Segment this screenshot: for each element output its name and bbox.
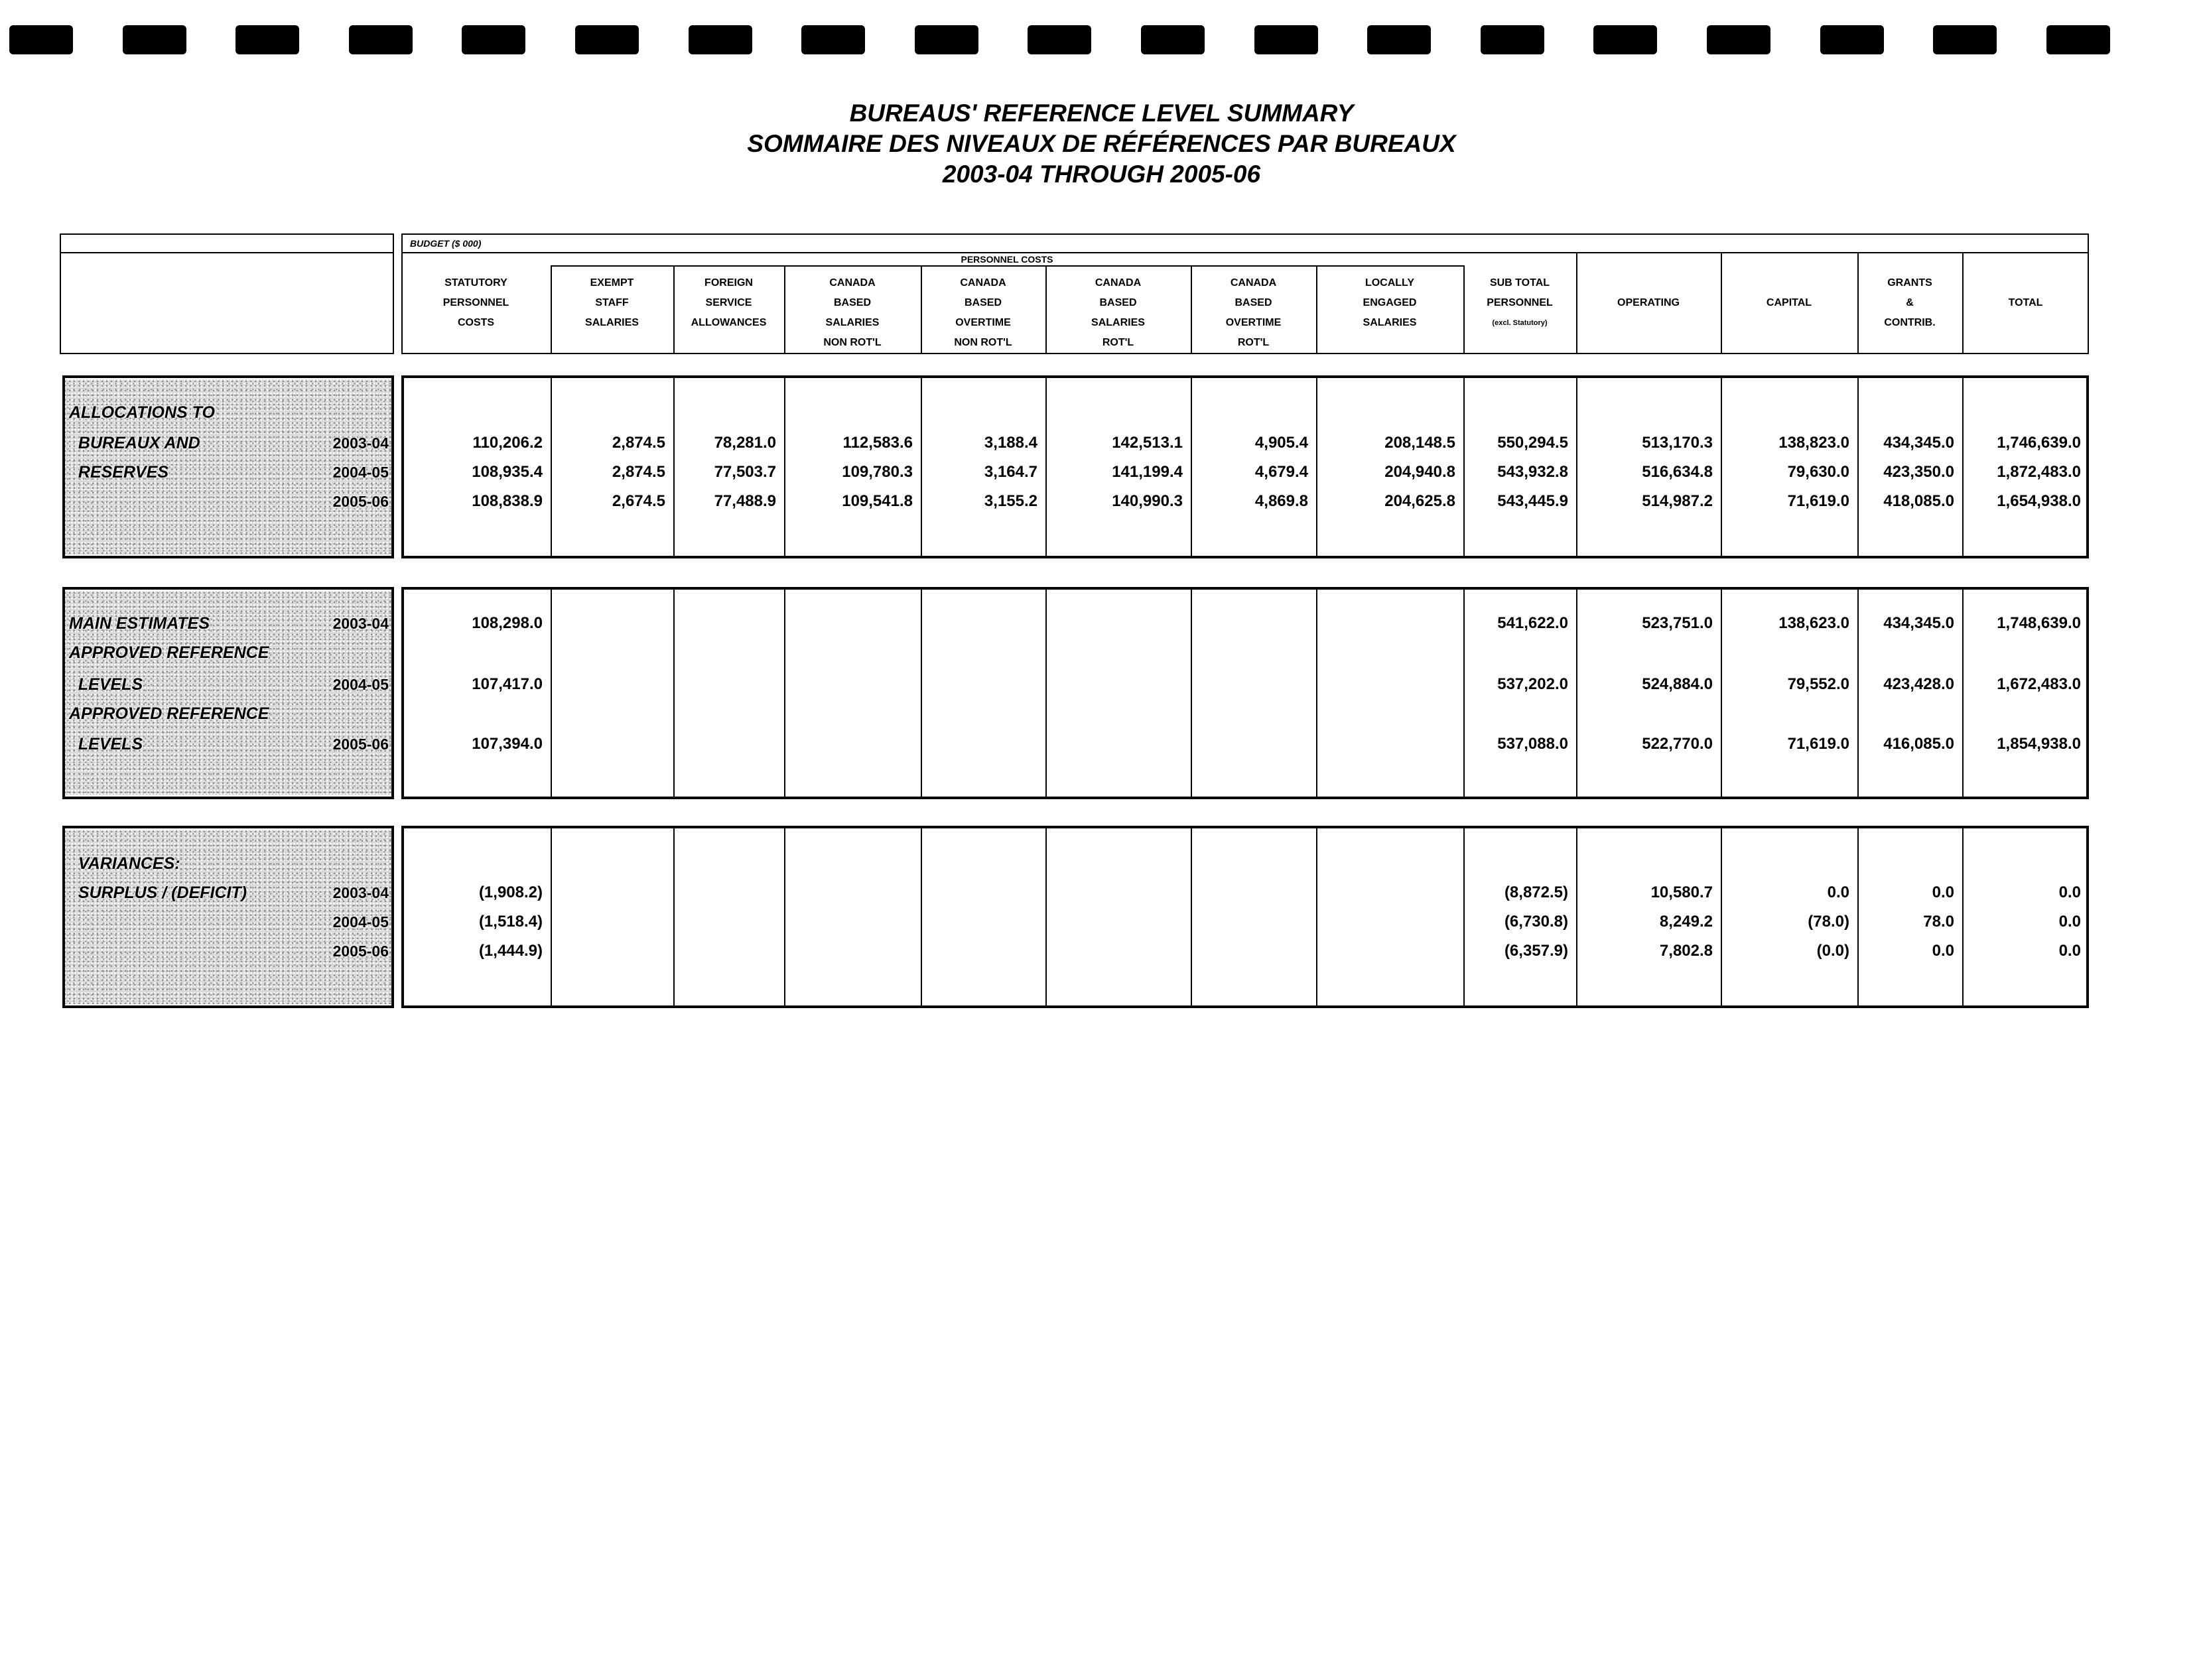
title-line-2: SOMMAIRE DES NIVEAUX DE RÉFÉRENCES PAR BUREAUX	[747, 130, 1456, 157]
cell-value: 109,780.3	[842, 463, 913, 481]
sprocket-hole	[235, 25, 299, 54]
column-header-line	[1721, 333, 1857, 353]
cell-value: 434,345.0	[1883, 614, 1954, 632]
column-header	[921, 273, 1045, 353]
column-header-line: ENGAGED	[1363, 297, 1417, 308]
column-header	[673, 273, 784, 353]
sprocket-strip	[0, 25, 2203, 58]
column-divider	[1045, 826, 1047, 1008]
column-header-line	[551, 333, 673, 353]
column-header-line	[1857, 333, 1962, 353]
cell-value: 3,188.4	[984, 434, 1037, 452]
cell-value: 514,987.2	[1642, 492, 1713, 510]
column-divider	[1191, 587, 1192, 799]
column-header-line: COSTS	[457, 317, 495, 328]
column-header-line: SALARIES	[1363, 317, 1417, 328]
cell-value: 108,935.4	[472, 463, 543, 481]
column-header-line: ROT'L	[1237, 337, 1270, 348]
column-header-line: CANADA	[1230, 277, 1277, 289]
section-label: LEVELS	[69, 735, 143, 753]
fiscal-year-label: 2003-04	[332, 884, 389, 901]
fiscal-year-label: 2004-05	[332, 676, 389, 693]
fiscal-year-label: 2005-06	[332, 736, 389, 753]
fiscal-year-label: 2005-06	[332, 942, 389, 960]
column-divider	[1316, 826, 1317, 1008]
fiscal-year-label: 2003-04	[332, 434, 389, 452]
column-divider	[921, 587, 922, 799]
cell-value: 543,932.8	[1497, 463, 1568, 481]
column-header-line	[401, 333, 551, 353]
personnel-costs-label: PERSONNEL COSTS	[961, 254, 1053, 265]
cell-value: 541,622.0	[1497, 614, 1568, 632]
cell-value: 423,350.0	[1883, 463, 1954, 481]
cell-value: 416,085.0	[1883, 735, 1954, 753]
column-header-line: ALLOWANCES	[691, 317, 767, 328]
sprocket-hole	[2046, 25, 2110, 54]
cell-value: 138,623.0	[1778, 614, 1849, 632]
section-label: APPROVED REFERENCE	[69, 704, 269, 723]
cell-value: 138,823.0	[1778, 434, 1849, 452]
cell-value: 1,872,483.0	[1997, 463, 2081, 481]
cell-value: 108,298.0	[472, 614, 543, 632]
column-header-line	[1962, 333, 2089, 353]
cell-value: 3,164.7	[984, 463, 1037, 481]
column-header-line	[1721, 273, 1857, 293]
column-header-line: CANADA	[960, 277, 1006, 289]
section-label: APPROVED REFERENCE	[69, 643, 269, 662]
column-divider	[673, 587, 675, 799]
cell-value: 8,249.2	[1659, 913, 1713, 931]
column-header-line: OPERATING	[1617, 297, 1680, 308]
sprocket-hole	[1367, 25, 1431, 54]
cell-value: (1,444.9)	[478, 942, 543, 960]
column-header-line: (excl. Statutory)	[1492, 319, 1548, 327]
sprocket-hole	[349, 25, 413, 54]
column-divider	[1316, 587, 1317, 799]
cell-value: 204,625.8	[1384, 492, 1455, 510]
page-title	[0, 98, 2203, 190]
column-header-line: SALARIES	[585, 317, 639, 328]
cell-value: 107,394.0	[472, 735, 543, 753]
column-header	[1576, 273, 1721, 353]
column-header-line: ROT'L	[1102, 337, 1134, 348]
cell-value: 0.0	[1932, 942, 1954, 960]
cell-value: 79,630.0	[1787, 463, 1849, 481]
cell-value: 71,619.0	[1787, 492, 1849, 510]
cell-value: 524,884.0	[1642, 675, 1713, 693]
column-header-line: FOREIGN	[704, 277, 753, 289]
sprocket-hole	[1820, 25, 1884, 54]
column-header-line: SERVICE	[705, 297, 752, 308]
section-label: SURPLUS / (DEFICIT)	[69, 883, 247, 902]
sprocket-hole	[1707, 25, 1770, 54]
column-header-line: TOTAL	[2008, 297, 2043, 308]
cell-value: 537,088.0	[1497, 735, 1568, 753]
column-divider	[1191, 826, 1192, 1008]
column-divider	[673, 826, 675, 1008]
column-header-line: NON ROT'L	[823, 337, 882, 348]
title-line-3: 2003-04 THROUGH 2005-06	[942, 161, 1261, 188]
sprocket-hole	[1481, 25, 1544, 54]
column-header-line: BASED	[833, 297, 871, 308]
sprocket-hole	[123, 25, 186, 54]
cell-value: 110,206.2	[472, 434, 543, 452]
cell-value: 0.0	[1932, 883, 1954, 901]
cell-value: 107,417.0	[472, 675, 543, 693]
column-header-line	[1576, 313, 1721, 333]
cell-value: (0.0)	[1816, 942, 1849, 960]
cell-value: 2,874.5	[612, 463, 665, 481]
cell-value: 78.0	[1923, 913, 1954, 931]
cell-value: (1,908.2)	[478, 883, 543, 901]
column-header-line: PERSONNEL	[442, 297, 509, 308]
sprocket-hole	[689, 25, 752, 54]
cell-value: 10,580.7	[1650, 883, 1713, 901]
cell-value: 1,746,639.0	[1997, 434, 2081, 452]
cell-value: 4,869.8	[1254, 492, 1308, 510]
column-header-line	[1962, 313, 2089, 333]
column-header-line: NON ROT'L	[954, 337, 1012, 348]
column-header-line	[1463, 333, 1576, 353]
cell-value: 71,619.0	[1787, 735, 1849, 753]
section-label: LEVELS	[69, 675, 143, 694]
cell-value: 112,583.6	[842, 434, 913, 452]
cell-value: 550,294.5	[1497, 434, 1568, 452]
column-header	[401, 273, 551, 353]
cell-value: 513,170.3	[1642, 434, 1713, 452]
cell-value: 3,155.2	[984, 492, 1037, 510]
cell-value: 0.0	[2058, 942, 2081, 960]
column-header	[784, 273, 921, 353]
cell-value: 208,148.5	[1384, 434, 1455, 452]
column-header-line	[673, 333, 784, 353]
column-header	[551, 273, 673, 353]
column-divider	[551, 826, 552, 1008]
cell-value: (1,518.4)	[478, 913, 543, 931]
column-header	[1191, 273, 1316, 353]
cell-value: (78.0)	[1808, 913, 1849, 931]
cell-value: 2,674.5	[612, 492, 665, 510]
column-header-line	[1576, 333, 1721, 353]
sprocket-hole	[1933, 25, 1997, 54]
cell-value: 140,990.3	[1112, 492, 1183, 510]
fiscal-year-label: 2005-06	[332, 493, 389, 510]
cell-value: 522,770.0	[1642, 735, 1713, 753]
column-header-line: GRANTS	[1887, 277, 1932, 289]
column-header-line: STAFF	[595, 297, 629, 308]
cell-value: 2,874.5	[612, 434, 665, 452]
title-line-1: BUREAUS' REFERENCE LEVEL SUMMARY	[849, 99, 1354, 127]
sprocket-hole	[1254, 25, 1318, 54]
cell-value: 543,445.9	[1497, 492, 1568, 510]
budget-label: BUDGET ($ 000)	[410, 238, 482, 249]
cell-value: 1,654,938.0	[1997, 492, 2081, 510]
column-divider	[921, 826, 922, 1008]
column-header-line: BASED	[1099, 297, 1137, 308]
column-divider	[784, 826, 785, 1008]
cell-value: 418,085.0	[1883, 492, 1954, 510]
sprocket-hole	[1593, 25, 1657, 54]
cell-value: 77,488.9	[714, 492, 776, 510]
cell-value: 1,672,483.0	[1997, 675, 2081, 693]
cell-value: 204,940.8	[1384, 463, 1455, 481]
column-header-line: CONTRIB.	[1884, 317, 1936, 328]
column-divider	[551, 587, 552, 799]
column-header	[1316, 273, 1463, 353]
cell-value: 79,552.0	[1787, 675, 1849, 693]
column-header-line	[1962, 273, 2089, 293]
cell-value: 434,345.0	[1883, 434, 1954, 452]
column-header	[1463, 273, 1576, 353]
cell-value: 423,428.0	[1883, 675, 1954, 693]
column-header-line: &	[1906, 297, 1914, 308]
cell-value: 0.0	[1827, 883, 1849, 901]
column-header-line: SALARIES	[1091, 317, 1145, 328]
cell-value: 523,751.0	[1642, 614, 1713, 632]
column-header-line: LOCALLY	[1365, 277, 1415, 289]
cell-value: 141,199.4	[1112, 463, 1183, 481]
cell-value: 1,748,639.0	[1997, 614, 2081, 632]
cell-value: 0.0	[2058, 883, 2081, 901]
cell-value: 7,802.8	[1659, 942, 1713, 960]
cell-value: 77,503.7	[714, 463, 776, 481]
column-header-line: CANADA	[1095, 277, 1142, 289]
sprocket-hole	[575, 25, 639, 54]
cell-value: 1,854,938.0	[1997, 735, 2081, 753]
sprocket-hole	[801, 25, 865, 54]
column-header	[1962, 273, 2089, 353]
column-header-line	[1576, 273, 1721, 293]
cell-value: 108,838.9	[472, 492, 543, 510]
column-header-line: SALARIES	[825, 317, 880, 328]
column-header-line: EXEMPT	[590, 277, 634, 289]
fiscal-year-label: 2004-05	[332, 913, 389, 931]
cell-value: 78,281.0	[714, 434, 776, 452]
column-header-line: SUB TOTAL	[1489, 277, 1550, 289]
section-label: VARIANCES:	[69, 854, 180, 873]
column-header-line: OVERTIME	[1225, 317, 1282, 328]
section-label: ALLOCATIONS TO	[69, 403, 215, 422]
sprocket-hole	[1028, 25, 1091, 54]
cell-value: (6,730.8)	[1504, 913, 1568, 931]
column-header-line: BASED	[964, 297, 1002, 308]
cell-value: (8,872.5)	[1504, 883, 1568, 901]
cell-value: (6,357.9)	[1504, 942, 1568, 960]
column-header-line: CAPITAL	[1766, 297, 1812, 308]
cell-value: 516,634.8	[1642, 463, 1713, 481]
cell-value: 109,541.8	[842, 492, 913, 510]
column-header-line	[1316, 333, 1463, 353]
sprocket-hole	[462, 25, 525, 54]
fiscal-year-label: 2003-04	[332, 615, 389, 632]
section-label: BUREAUX AND	[69, 434, 200, 452]
column-divider	[784, 587, 785, 799]
column-header	[1045, 273, 1191, 353]
sprocket-hole	[9, 25, 73, 54]
column-header-line: STATUTORY	[444, 277, 507, 289]
column-header-line: OVERTIME	[955, 317, 1011, 328]
column-header	[1721, 273, 1857, 353]
fiscal-year-label: 2004-05	[332, 464, 389, 481]
sprocket-hole	[1141, 25, 1205, 54]
column-header	[1857, 273, 1962, 353]
column-divider	[1045, 587, 1047, 799]
cell-value: 142,513.1	[1112, 434, 1183, 452]
cell-value: 4,679.4	[1254, 463, 1308, 481]
cell-value: 537,202.0	[1497, 675, 1568, 693]
section-label: MAIN ESTIMATES	[69, 614, 210, 633]
column-header-line: CANADA	[829, 277, 876, 289]
column-header-line: BASED	[1235, 297, 1272, 308]
sprocket-hole	[915, 25, 978, 54]
cell-value: 0.0	[2058, 913, 2081, 931]
column-header-line	[1721, 313, 1857, 333]
section-label: RESERVES	[69, 463, 169, 482]
column-header-line: PERSONNEL	[1487, 297, 1553, 308]
cell-value: 4,905.4	[1254, 434, 1308, 452]
